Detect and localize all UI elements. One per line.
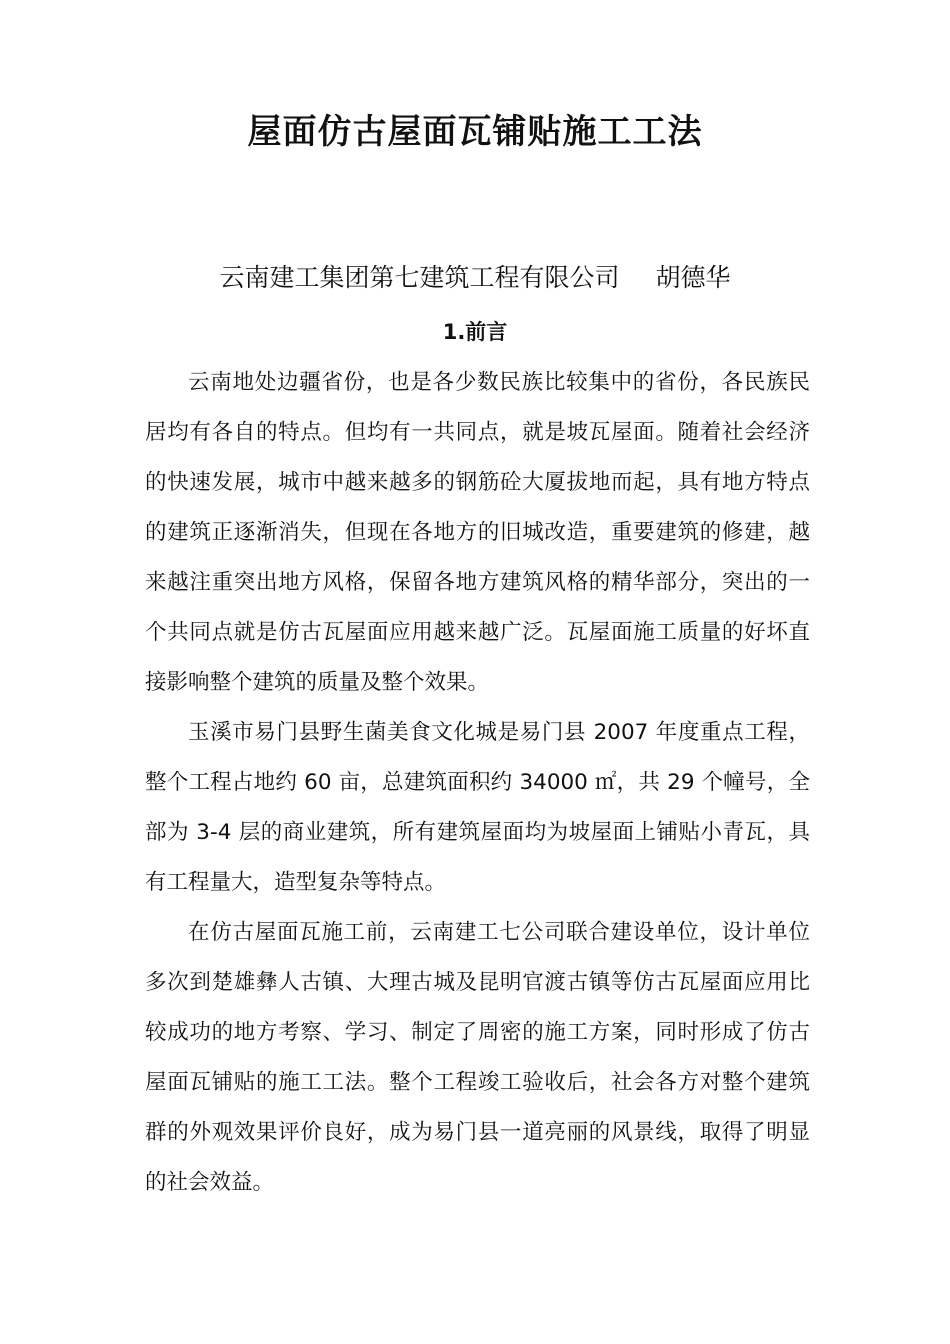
paragraph-intro: 云南地处边疆省份，也是各少数民族比较集中的省份，各民族民居均有各自的特点。但均有一共同点，就是坡瓦屋面。随着社会经济的快速发展，城市中越来越多的钢筋砼大厦拔地而起，具有地方特点的建筑正逐渐消失，但现在各地方的旧城改造，重要建筑的修建，越来越注重突出地方风格，保留各地方建筑风格的精华部分，突出的一个共同点就是仿古瓦屋面应用越来越广泛。瓦屋面施工质量的好坏直接影响整个建筑的质量及整个效果。	[145, 370, 810, 695]
organization-name: 云南建工集团第七建筑工程有限公司	[219, 263, 620, 292]
paragraph-project-overview: 玉溪市易门县野生菌美食文化城是易门县 2007 年度重点工程，整个工程占地约 60 亩，总建筑面积约 34000 ㎡，共 29 个幢号，全部为 3-4 层的商业建筑，所有建筑屋面均为坡屋面上铺贴小青瓦，具有工程量大，造型复杂等特点。	[145, 720, 810, 895]
paragraph-construction-method: 在仿古屋面瓦施工前，云南建工七公司联合建设单位，设计单位多次到楚雄彝人古镇、大理古城及昆明官渡古镇等仿古瓦屋面应用比较成功的地方考察、学习、制定了周密的施工方案，同时形成了仿古屋面瓦铺贴的施工工法。整个工程竣工验收后，社会各方对整个建筑群的外观效果评价良好，成为易门县一道亮丽的风景线，取得了明显的社会效益。	[145, 920, 810, 1195]
section-heading: 1.前言	[442, 320, 508, 344]
byline	[0, 258, 950, 298]
body-text	[145, 358, 810, 1208]
author-name: 胡德华	[655, 263, 731, 292]
document-title: 屋面仿古屋面瓦铺贴施工工法	[247, 112, 703, 152]
